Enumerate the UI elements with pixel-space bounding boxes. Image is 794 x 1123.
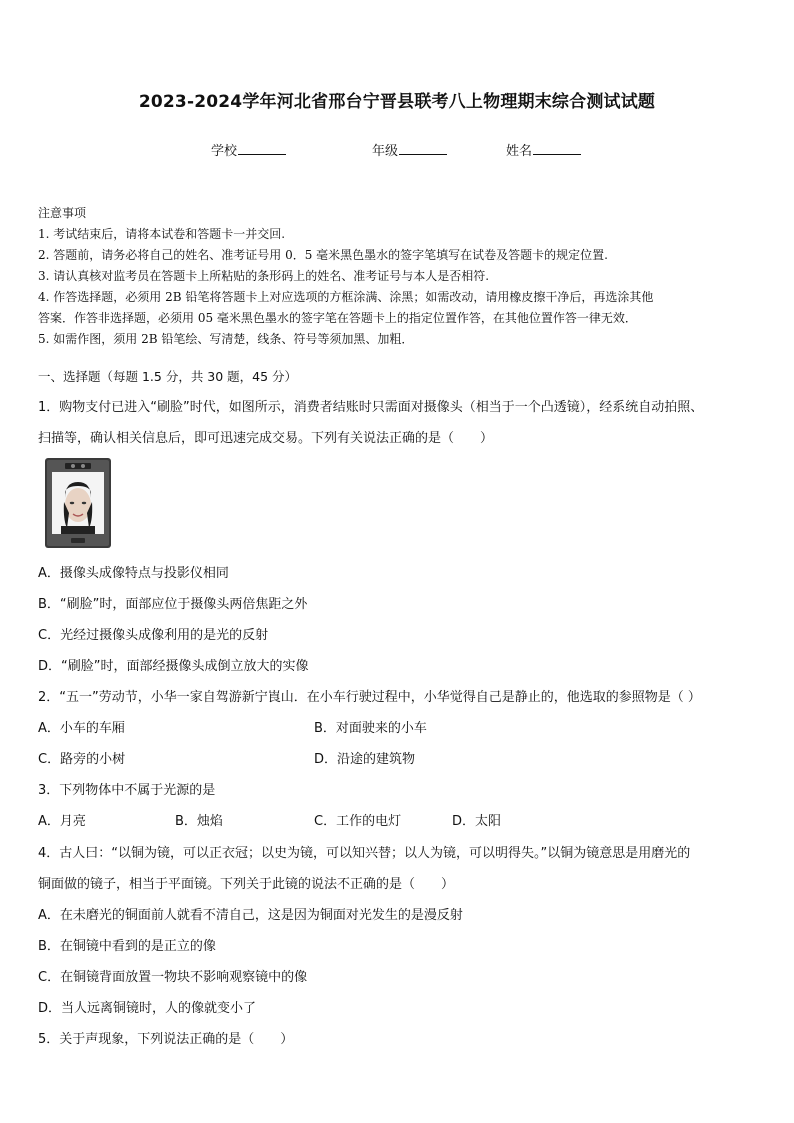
face-scanner-image — [45, 458, 111, 548]
q4-option-c: C．在铜镜背面放置一物块不影响观察镜中的像 — [38, 970, 308, 985]
q3-option-b: B．烛焰 — [175, 814, 223, 829]
q1-option-a: A．摄像头成像特点与投影仪相同 — [38, 566, 229, 581]
q2-option-b: B．对面驶来的小车 — [314, 721, 427, 736]
q1-option-c: C．光经过摄像头成像利用的是光的反射 — [38, 628, 269, 643]
q1-option-b: B．“刷脸”时，面部应位于摄像头两倍焦距之外 — [38, 597, 308, 612]
q4-option-d: D．当人远离铜镜时，人的像就变小了 — [38, 1001, 257, 1016]
note-item: 答案．作答非选择题，必须用 05 毫米黑色墨水的签字笔在答题卡上的指定位置作答，在其他位置作答一律无效． — [38, 311, 637, 325]
grade-field — [372, 140, 447, 159]
q3-stem: 3．下列物体中不属于光源的是 — [38, 783, 216, 798]
school-field — [211, 140, 286, 159]
note-item: 1. 考试结束后，请将本试卷和答题卡一并交回. — [38, 227, 286, 241]
q2-option-c: C．路旁的小树 — [38, 752, 126, 767]
q1-option-d: D．“刷脸”时，面部经摄像头成倒立放大的实像 — [38, 659, 309, 674]
q1-stem-line2: 扫描等，确认相关信息后，即可迅速完成交易。下列有关说法正确的是（ ） — [38, 431, 494, 446]
q4-option-b: B．在铜镜中看到的是正立的像 — [38, 939, 216, 954]
q2-stem: 2．“五一”劳动节，小华一家自驾游新宁崀山．在小车行驶过程中，小华觉得自己是静止的，他选取的参照物是（ ） — [38, 690, 701, 705]
note-item: 3. 请认真核对监考员在答题卡上所粘贴的条形码上的姓名、准考证号与本人是否相符. — [38, 269, 490, 283]
note-item: 2. 答题前，请务必将自己的姓名、准考证号用 0．5 毫米黑色墨水的签字笔填写在试卷及答题卡的规定位置. — [38, 248, 608, 262]
q4-stem-line1: 4．古人曰：“以铜为镜，可以正衣冠；以史为镜，可以知兴替；以人为镜，可以明得失。”以铜为镜意思是用磨光的 — [38, 846, 691, 861]
q3-option-c: C．工作的电灯 — [314, 814, 402, 829]
q2-option-d: D．沿途的建筑物 — [314, 752, 416, 767]
note-item: 4. 作答选择题，必须用 2B 铅笔将答题卡上对应选项的方框涂满、涂黑；如需改动，请用橡皮擦干净后，再选涂其他 — [38, 290, 654, 304]
notes-block — [38, 203, 760, 350]
page-title: 2023-2024学年河北省邢台宁晋县联考八上物理期末综合测试试题 — [138, 92, 656, 112]
grade-blank — [399, 142, 447, 155]
q3-option-d: D．太阳 — [452, 814, 502, 829]
q4-stem-line2: 铜面做的镜子，相当于平面镜。下列关于此镜的说法不正确的是（ ） — [38, 877, 455, 892]
face-scanner-icon — [45, 458, 111, 548]
name-field — [506, 140, 581, 159]
notes-title: 注意事项 — [38, 206, 87, 220]
q2-option-a: A．小车的车厢 — [38, 721, 125, 736]
section-heading: 一、选择题（每题 1.5 分，共 30 题，45 分） — [38, 369, 298, 384]
note-item: 5. 如需作图，须用 2B 铅笔绘、写清楚，线条、符号等须加黑、加粗． — [38, 332, 414, 346]
q1-stem-line1: 1．购物支付已进入“刷脸”时代，如图所示，消费者结账时只需面对摄像头（相当于一个凸透镜），经系统自动拍照、 — [38, 400, 704, 415]
q4-option-a: A．在未磨光的铜面前人就看不清自己，这是因为铜面对光发生的是漫反射 — [38, 908, 463, 923]
school-blank — [238, 142, 286, 155]
q3-option-a: A．月亮 — [38, 814, 86, 829]
grade-label: 年级 — [372, 144, 399, 159]
school-label: 学校 — [211, 144, 238, 159]
q5-stem: 5．关于声现象，下列说法正确的是（ ） — [38, 1032, 294, 1047]
name-label: 姓名 — [506, 144, 533, 159]
name-blank — [533, 142, 581, 155]
